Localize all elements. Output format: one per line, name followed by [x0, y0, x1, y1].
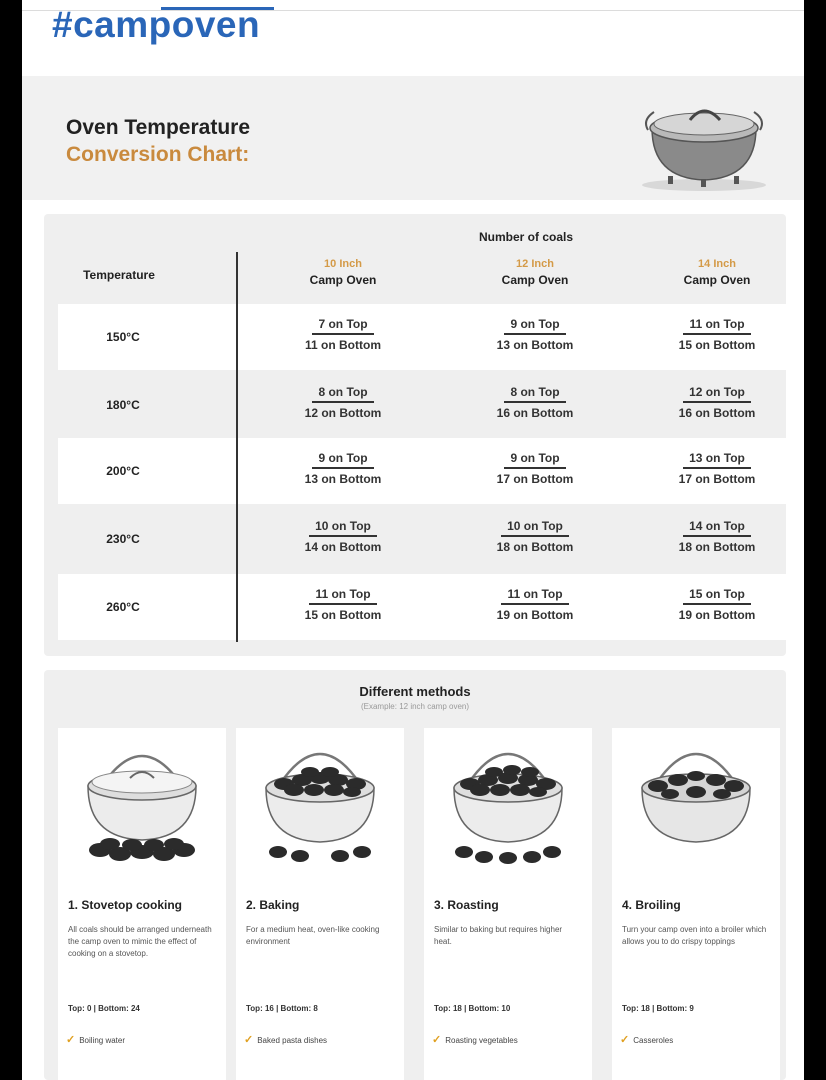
coals-top: 8 on Top [504, 385, 565, 403]
coals-top: 10 on Top [309, 519, 377, 537]
coal-cell [642, 519, 792, 554]
method-title: 3. Roasting [434, 898, 499, 912]
hashtag-heading: #campoven [52, 4, 261, 45]
coal-cell [642, 451, 792, 486]
row-temperature: 260°C [106, 600, 140, 614]
method-title: 1. Stovetop cooking [68, 898, 183, 912]
coals-bottom: 13 on Bottom [496, 338, 574, 352]
method-example-label: Baked pasta dishes [257, 1036, 328, 1045]
column-divider [236, 252, 238, 642]
column-size: 10 Inch [324, 258, 362, 270]
coal-cell [642, 317, 792, 352]
method-example-use [66, 1033, 125, 1046]
pot-coals-top-and-bottom-icon [244, 728, 396, 878]
check-icon: ✓ [432, 1034, 442, 1046]
coal-cell [268, 317, 418, 352]
coals-bottom: 15 on Bottom [304, 608, 382, 622]
coal-cell [268, 519, 418, 554]
check-icon: ✓ [244, 1034, 254, 1046]
method-coal-counts: Top: 18 | Bottom: 10 [434, 1004, 511, 1013]
method-description: Similar to baking but requires higher heat. [434, 925, 563, 946]
method-coal-counts: Top: 0 | Bottom: 24 [68, 1004, 140, 1013]
coal-cell [642, 385, 792, 420]
method-description: Turn your camp oven into a broiler which allows you to do crispy toppings [622, 925, 767, 946]
row-temperature: 150°C [106, 330, 140, 344]
coal-cell [460, 385, 610, 420]
coals-top: 11 on Top [309, 587, 376, 605]
method-description: For a medium heat, oven-like cooking environment [246, 925, 380, 946]
coals-bottom: 17 on Bottom [496, 472, 574, 486]
methods-title: Different methods [359, 684, 471, 699]
coal-cell [268, 451, 418, 486]
table-row [58, 304, 788, 370]
coals-bottom: 15 on Bottom [678, 338, 756, 352]
coal-cell [460, 519, 610, 554]
pot-coals-top-and-bottom-icon [432, 728, 584, 878]
method-example-label: Boiling water [79, 1036, 126, 1045]
coals-top: 13 on Top [683, 451, 751, 469]
method-example-use [620, 1033, 673, 1046]
coals-top: 15 on Top [683, 587, 751, 605]
row-temperature: 200°C [106, 464, 140, 478]
coals-bottom: 17 on Bottom [678, 472, 756, 486]
coals-bottom: 16 on Bottom [496, 406, 574, 420]
table-row [58, 438, 788, 504]
methods-subtitle: (Example: 12 inch camp oven) [360, 702, 470, 711]
title-band [22, 76, 804, 200]
pot-coals-on-lid-icon [620, 728, 772, 878]
method-coal-counts: Top: 18 | Bottom: 9 [622, 1004, 694, 1013]
column-name: Camp Oven [683, 273, 751, 287]
coals-top: 8 on Top [312, 385, 373, 403]
method-card-broiling [612, 728, 780, 1080]
chart-title-line1: Oven Temperature [66, 116, 251, 139]
coals-top: 11 on Top [501, 587, 568, 605]
method-coal-counts: Top: 16 | Bottom: 8 [246, 1004, 318, 1013]
column-name: Camp Oven [501, 273, 569, 287]
coals-top: 14 on Top [683, 519, 751, 537]
pot-coals-below-icon [66, 728, 218, 878]
method-card-baking [236, 728, 404, 1080]
column-header-12-inch [460, 258, 610, 287]
coal-cell [268, 587, 418, 622]
method-title: 4. Broiling [622, 898, 681, 912]
coals-bottom: 16 on Bottom [678, 406, 756, 420]
method-example-use [432, 1033, 518, 1046]
coals-bottom: 19 on Bottom [678, 608, 756, 622]
check-icon: ✓ [66, 1034, 76, 1046]
column-name: Camp Oven [309, 273, 377, 287]
temperature-header: Temperature [83, 268, 155, 282]
coal-cell [460, 451, 610, 486]
table-row [58, 506, 788, 572]
coals-bottom: 19 on Bottom [496, 608, 574, 622]
table-row [58, 372, 788, 438]
row-temperature: 180°C [106, 398, 140, 412]
conversion-table [44, 214, 786, 656]
coals-top: 12 on Top [683, 385, 751, 403]
method-card-stovetop [58, 728, 226, 1080]
column-size: 12 Inch [516, 258, 554, 270]
column-header-10-inch [268, 258, 418, 287]
method-description: All coals should be arranged underneath the camp oven to mimic the effect of cooking on a stovetop. [68, 925, 212, 958]
coals-bottom: 18 on Bottom [496, 540, 574, 554]
coal-cell [460, 587, 610, 622]
coals-top: 10 on Top [501, 519, 569, 537]
camp-oven-icon [634, 90, 774, 194]
table-row [58, 574, 788, 640]
coals-top: 11 on Top [683, 317, 750, 335]
row-temperature: 230°C [106, 532, 140, 546]
coals-bottom: 18 on Bottom [678, 540, 756, 554]
number-of-coals-header: Number of coals [478, 230, 574, 244]
check-icon: ✓ [620, 1034, 630, 1046]
coal-cell [642, 587, 792, 622]
method-example-use [244, 1033, 327, 1046]
coals-bottom: 12 on Bottom [304, 406, 382, 420]
method-example-label: Casseroles [633, 1036, 674, 1045]
coals-top: 9 on Top [504, 317, 565, 335]
coals-top: 9 on Top [504, 451, 565, 469]
infographic-page [22, 0, 804, 1080]
coal-cell [268, 385, 418, 420]
coals-bottom: 11 on Bottom [304, 338, 381, 352]
methods-section [44, 670, 786, 1080]
coals-bottom: 14 on Bottom [304, 540, 382, 554]
method-title: 2. Baking [246, 898, 300, 912]
coals-bottom: 13 on Bottom [304, 472, 382, 486]
column-size: 14 Inch [698, 258, 736, 270]
chart-title-line2: Conversion Chart: [66, 143, 250, 166]
coals-top: 7 on Top [312, 317, 373, 335]
method-example-label: Roasting vegetables [445, 1036, 518, 1045]
column-header-14-inch [642, 258, 792, 287]
coals-top: 9 on Top [312, 451, 373, 469]
coal-cell [460, 317, 610, 352]
method-card-roasting [424, 728, 592, 1080]
